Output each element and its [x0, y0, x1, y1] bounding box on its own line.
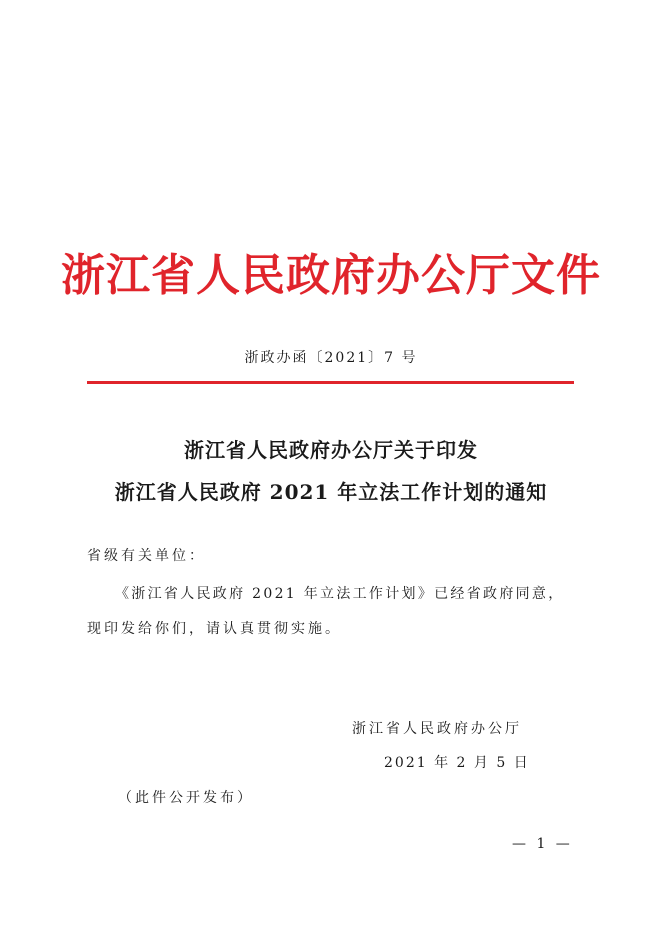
- salutation: 省级有关单位：: [87, 548, 206, 564]
- body-paragraph-line-2: 现印发给你们，请认真贯彻实施。: [87, 621, 342, 637]
- signature-organization: 浙江省人民政府办公厅: [352, 721, 522, 737]
- page-number: — 1 —: [512, 836, 573, 852]
- notice-title-line-1: 浙江省人民政府办公厅关于印发: [184, 438, 478, 462]
- document-number: 浙政办函〔2021〕7 号: [244, 350, 418, 366]
- release-note: （此件公开发布）: [118, 790, 254, 806]
- signature-date: 2021 年 2 月 5 日: [384, 755, 530, 771]
- red-divider-rule: [87, 381, 574, 384]
- masthead-title: 浙江省人民政府办公厅文件: [61, 250, 601, 301]
- body-paragraph-line-1: 《浙江省人民政府 2021 年立法工作计划》已经省政府同意，: [115, 586, 565, 602]
- notice-title-line-2: 浙江省人民政府 2021 年立法工作计划的通知: [114, 480, 548, 504]
